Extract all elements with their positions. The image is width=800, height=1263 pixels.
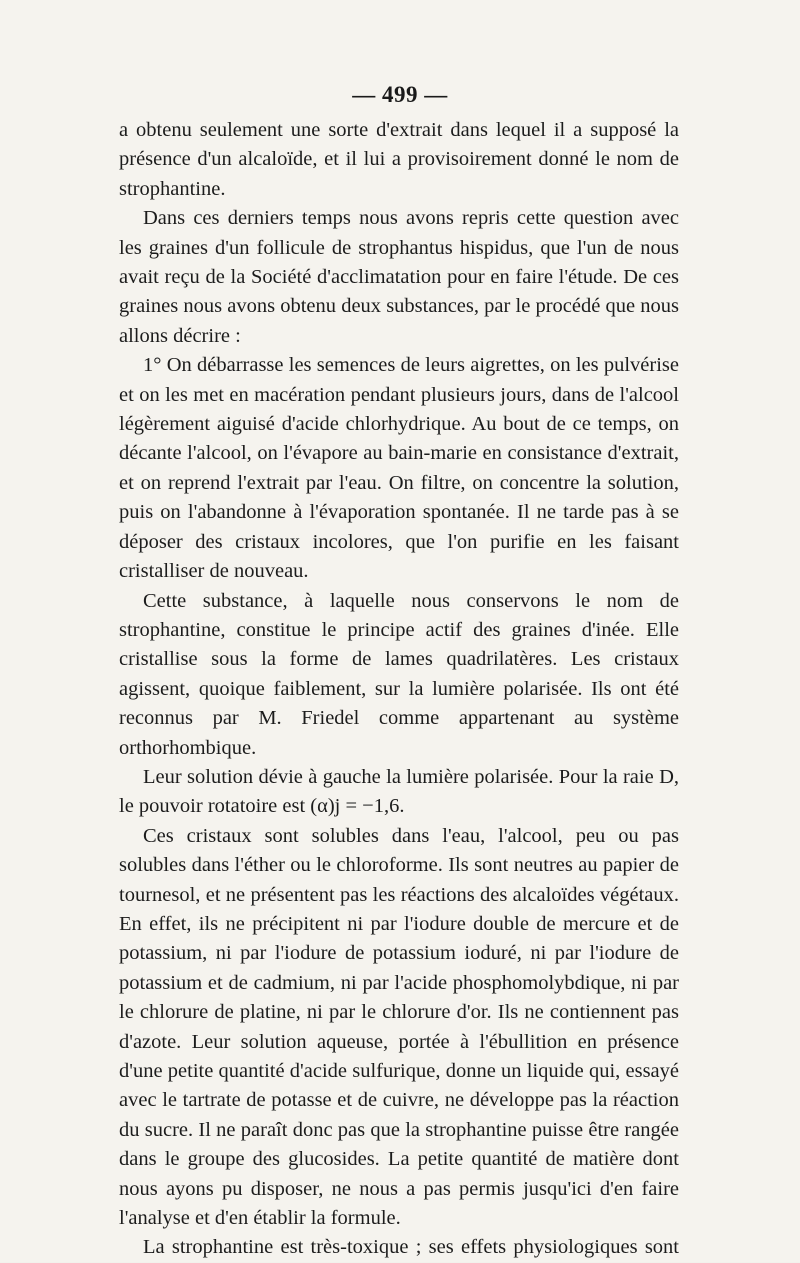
page-number: — 499 — [352,82,448,107]
paragraph: Ces cristaux sont solubles dans l'eau, l'alcool, peu ou pas solubles dans l'éther ou le chloroforme. Ils sont neutres au papier de tournesol, et ne présentent pas les réactions des alcaloïdes végétaux. En effet, ils ne précipitent ni par l'iodure double de mercure et de potassium, ni par l'iodure de potassium ioduré, ni par l'iodure de potassium et de cadmium, ni par l'acide phosphomolybdique, ni par le chlorure de platine, ni par le chlorure d'or. Ils ne contiennent pas d'azote. Leur solution aqueuse, portée à l'ébullition en présence d'une petite quantité d'acide sulfurique, donne un liquide qui, essayé avec le tartrate de potasse et de cuivre, ne développe pas la réaction du sucre. Il ne paraît donc pas que la strophantine puisse être rangée dans le groupe des glucosides. La petite quantité de matière dont nous ayons pu disposer, ne nous a pas permis jusqu'ici d'en faire l'analyse et d'en établir la formule. [119,824,679,1230]
body-text [119,116,679,1263]
paragraph: a obtenu seulement une sorte d'extrait dans lequel il a supposé la présence d'un alcaloïde, et il lui a provisoirement donné le nom de strophantine. [119,119,679,200]
paragraph: La strophantine est très-toxique ; ses effets physiologiques sont [143,1236,679,1259]
paragraph: 1° On débarrasse les semences de leurs aigrettes, on les pulvérise et on les met en macération pendant plusieurs jours, dans de l'alcool légèrement aiguisé d'acide chlorhydrique. Au bout de ce temps, on décante l'alcool, on l'évapore au bain-marie en consistance d'extrait, et on reprend l'extrait par l'eau. On filtre, on concentre la solution, puis on l'abandonne à l'évaporation spontanée. Il ne tarde pas à se déposer des cristaux incolores, que l'on purifie en les faisant cristalliser de nouveau. [119,354,679,583]
paragraph: Dans ces derniers temps nous avons repris cette question avec les graines d'un follicule de strophantus hispidus, que l'un de nous avait reçu de la Société d'acclimatation pour en faire l'étude. De ces graines nous avons obtenu deux substances, par le procédé que nous allons décrire : [119,207,679,347]
paragraph: Cette substance, à laquelle nous conservons le nom de strophantine, constitue le principe actif des graines d'inée. Elle cristallise sous la forme de lames quadrilatères. Les cristaux agissent, quoique faiblement, sur la lumière polarisée. Ils ont été reconnus par M. Friedel comme appartenant au système orthorhombique. [119,589,679,759]
paragraph: Leur solution dévie à gauche la lumière polarisée. Pour la raie D, le pouvoir rotatoire est (α)j = −1,6. [119,765,679,818]
